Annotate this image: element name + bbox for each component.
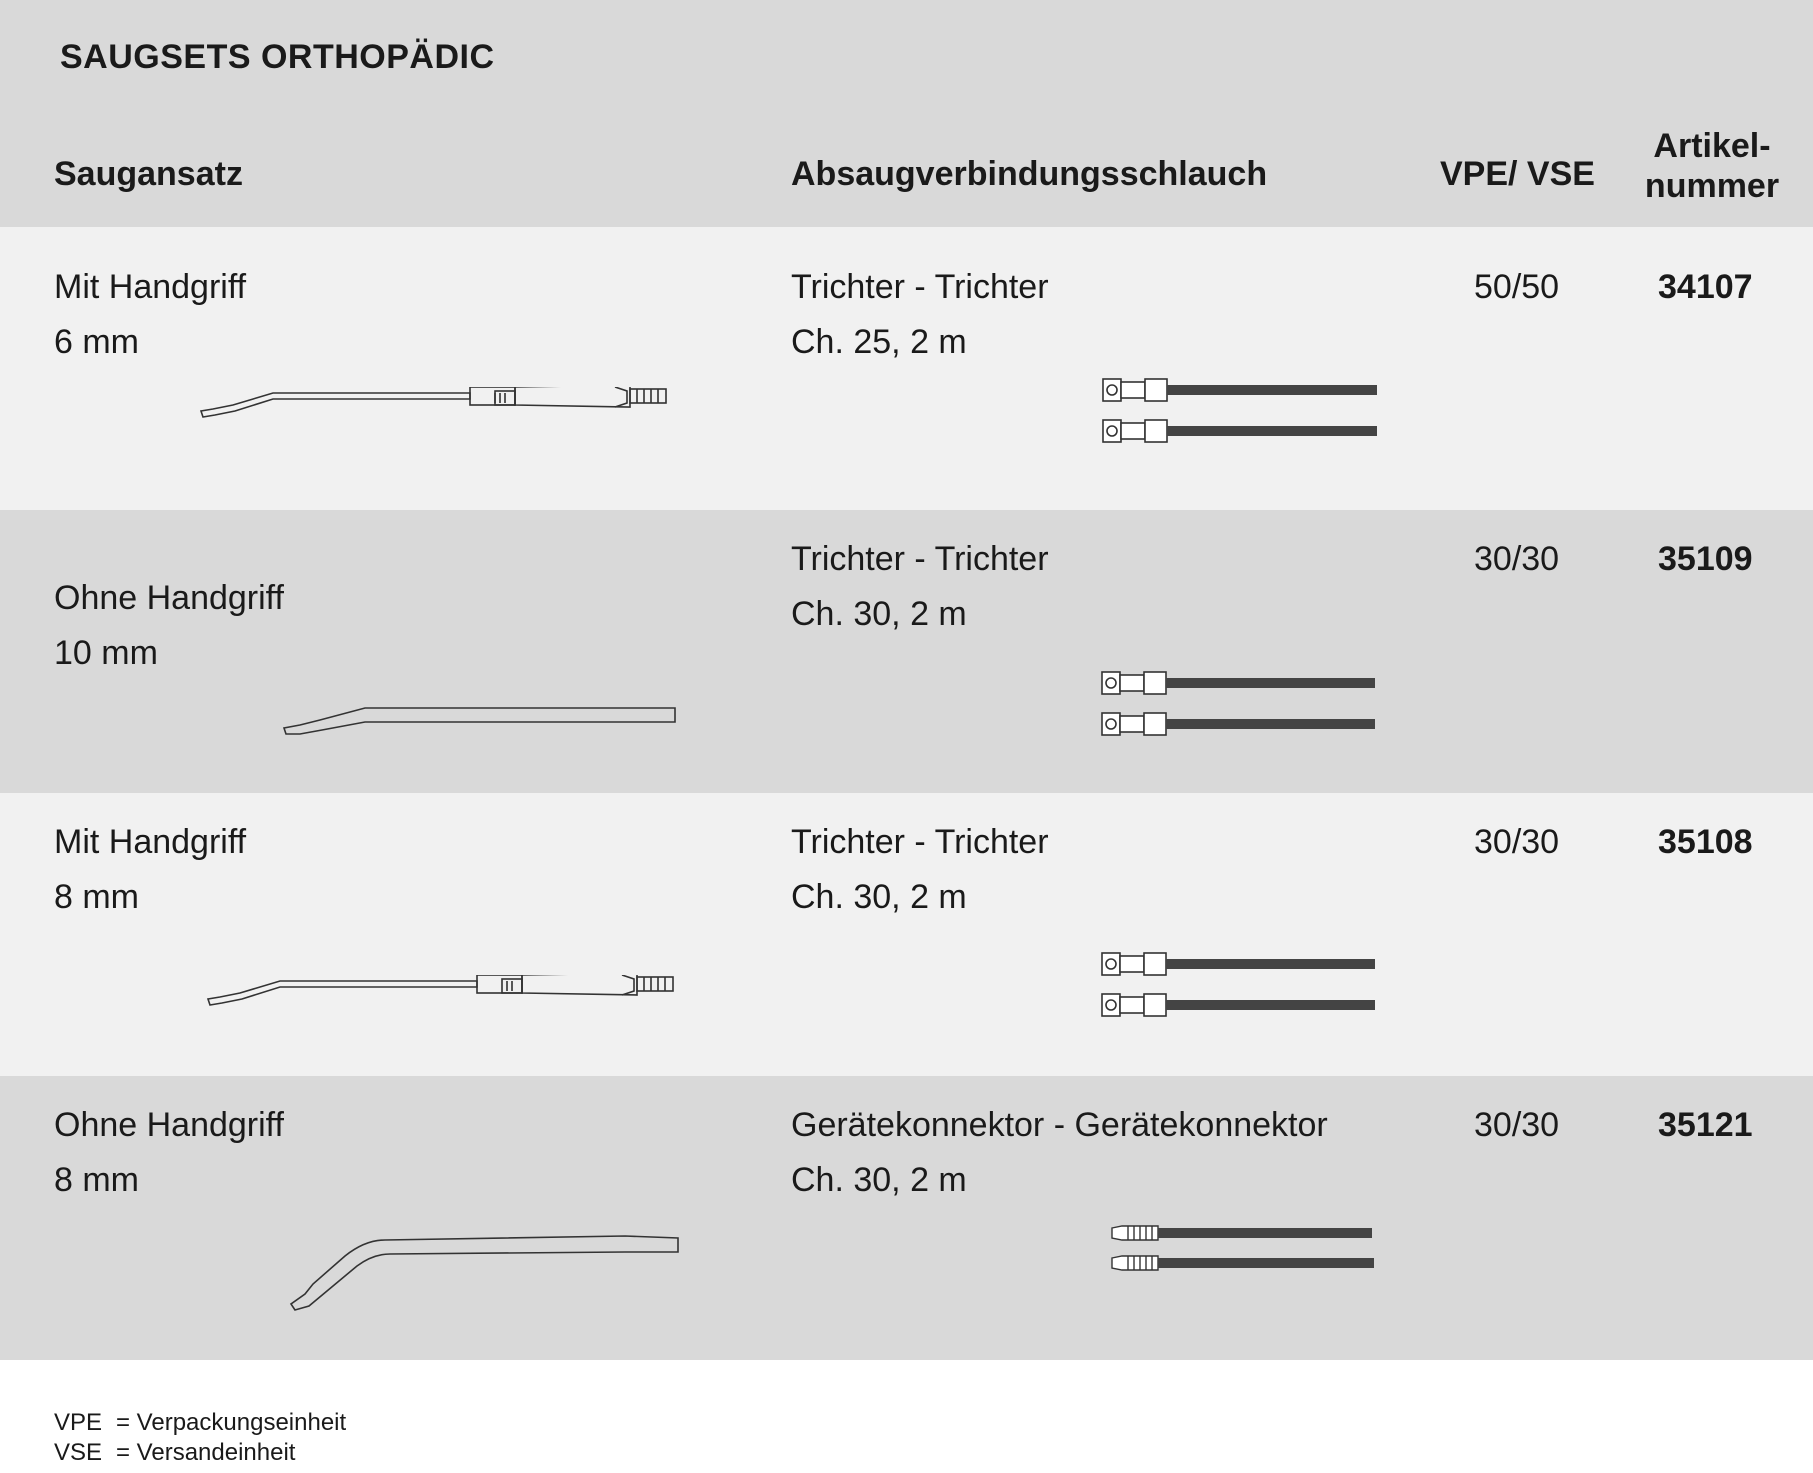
suction-tip-cell	[54, 571, 284, 681]
table-row	[0, 510, 1813, 793]
legend-abbr: VPE	[54, 1409, 103, 1436]
legend-abbr: VSE	[54, 1439, 103, 1466]
device-connector-hose-icon	[1108, 1224, 1378, 1284]
article-number: 35121	[1658, 1106, 1753, 1144]
table-header	[0, 0, 1813, 227]
column-header-vpe-vse: VPE/ VSE	[1440, 155, 1595, 193]
suction-tip-with-handle-icon	[195, 387, 675, 427]
hose-cell	[791, 532, 1049, 642]
hose-cell	[791, 260, 1049, 370]
article-number: 35108	[1658, 823, 1753, 861]
table-row	[0, 227, 1813, 510]
vpe-value: 50/50	[1474, 268, 1560, 306]
table-row	[0, 793, 1813, 1076]
tip-type: Ohne Handgriff	[54, 579, 284, 617]
hose-size: Ch. 30, 2 m	[791, 595, 967, 633]
column-header-article-number	[1640, 126, 1784, 206]
legend-text: = Versandeinheit	[116, 1439, 296, 1466]
article-number: 35109	[1658, 540, 1753, 578]
page-title: SAUGSETS ORTHOPÄDIC	[60, 38, 495, 76]
tip-type: Mit Handgriff	[54, 823, 247, 861]
article-number: 34107	[1658, 268, 1753, 306]
legend-vpe	[54, 1408, 346, 1438]
column-header-hose: Absaugverbindungsschlauch	[791, 155, 1268, 193]
article-header-line2: nummer	[1644, 167, 1780, 205]
curved-suction-tip-icon	[285, 1226, 685, 1316]
tip-diameter: 10 mm	[54, 634, 158, 672]
vpe-value: 30/30	[1474, 823, 1560, 861]
suction-tip-cell	[54, 815, 246, 925]
hose-cell	[791, 815, 1049, 925]
legend-text: = Verpackungseinheit	[116, 1409, 347, 1436]
article-header-line1: Artikel-	[1653, 127, 1771, 165]
suction-tip-icon	[280, 700, 680, 740]
funnel-hose-icon	[1100, 951, 1380, 1021]
hose-size: Ch. 25, 2 m	[791, 323, 967, 361]
hose-connection: Gerätekonnektor - Gerätekonnektor	[791, 1106, 1328, 1144]
funnel-hose-icon	[1100, 377, 1380, 447]
hose-cell	[791, 1098, 1328, 1208]
tip-diameter: 8 mm	[54, 1161, 139, 1199]
hose-size: Ch. 30, 2 m	[791, 1161, 967, 1199]
column-header-suction-tip: Saugansatz	[54, 155, 243, 193]
suction-tip-cell	[54, 1098, 284, 1208]
hose-connection: Trichter - Trichter	[791, 540, 1049, 578]
suction-tip-with-handle-icon	[202, 975, 682, 1015]
funnel-hose-icon	[1100, 670, 1380, 740]
table-row	[0, 1076, 1813, 1360]
hose-connection: Trichter - Trichter	[791, 268, 1049, 306]
hose-connection: Trichter - Trichter	[791, 823, 1049, 861]
tip-type: Mit Handgriff	[54, 268, 247, 306]
tip-type: Ohne Handgriff	[54, 1106, 284, 1144]
legend-vse	[54, 1438, 295, 1468]
vpe-value: 30/30	[1474, 540, 1560, 578]
tip-diameter: 8 mm	[54, 878, 139, 916]
suction-tip-cell	[54, 260, 246, 370]
hose-size: Ch. 30, 2 m	[791, 878, 967, 916]
tip-diameter: 6 mm	[54, 323, 139, 361]
vpe-value: 30/30	[1474, 1106, 1560, 1144]
